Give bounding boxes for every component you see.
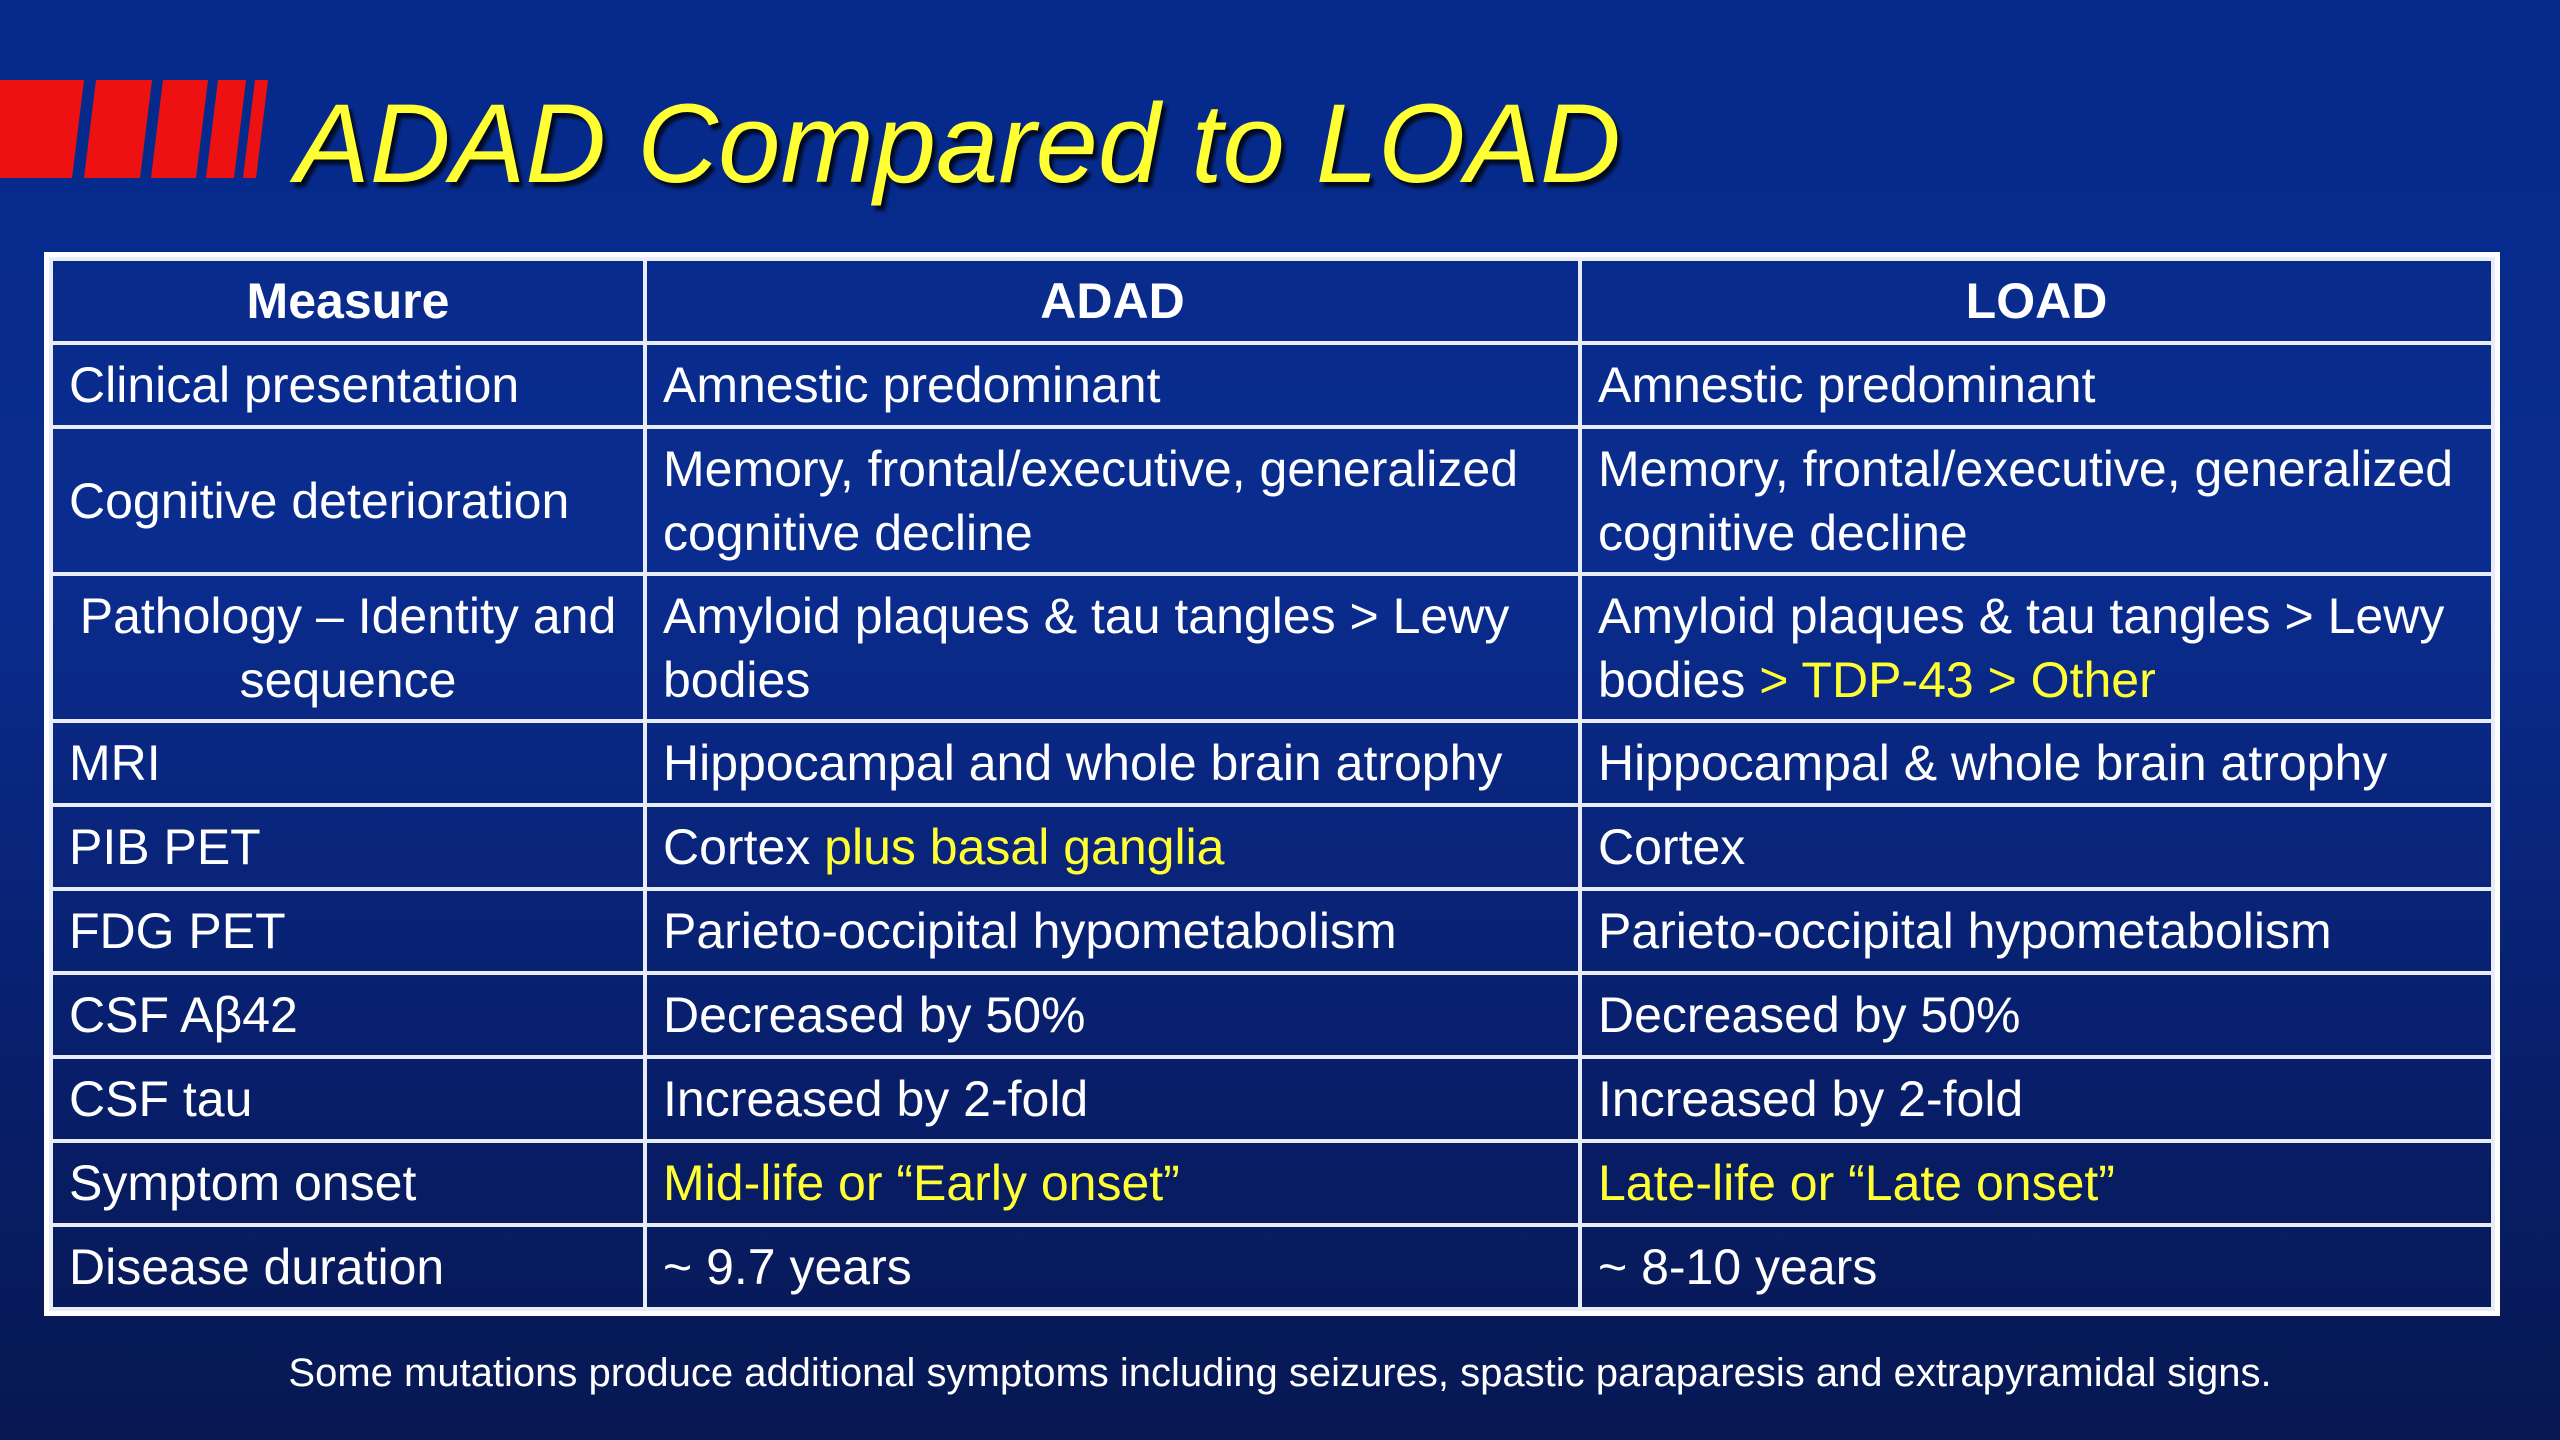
header-load: LOAD: [1580, 259, 2493, 343]
table-row: [51, 889, 2493, 973]
measure-cell: CSF Aβ42: [51, 973, 645, 1057]
adad-cell: ~ 9.7 years: [645, 1225, 1580, 1309]
adad-cell: Mid-life or “Early onset”: [645, 1141, 1580, 1225]
table-row: [51, 343, 2493, 427]
measure-cell: MRI: [51, 721, 645, 805]
table-header-row: [51, 259, 2493, 343]
load-cell: Late-life or “Late onset”: [1580, 1141, 2493, 1225]
table-row: [51, 427, 2493, 574]
table-row: [51, 1141, 2493, 1225]
load-cell: Decreased by 50%: [1580, 973, 2493, 1057]
comparison-table-frame: [44, 252, 2500, 1316]
adad-cell: Amyloid plaques & tau tangles > Lewy bodies: [645, 574, 1580, 721]
table-row: [51, 574, 2493, 721]
measure-cell: FDG PET: [51, 889, 645, 973]
load-cell: Amnestic predominant: [1580, 343, 2493, 427]
load-cell: Increased by 2-fold: [1580, 1057, 2493, 1141]
measure-cell: CSF tau: [51, 1057, 645, 1141]
table-row: [51, 973, 2493, 1057]
adad-cell-highlight: plus basal ganglia: [824, 819, 1225, 875]
table-row: [51, 1225, 2493, 1309]
table-row: [51, 1057, 2493, 1141]
adad-cell: Hippocampal and whole brain atrophy: [645, 721, 1580, 805]
comparison-table: [49, 257, 2495, 1311]
adad-cell: Decreased by 50%: [645, 973, 1580, 1057]
load-cell-text: Amyloid plaques & tau tangles > Lewy bodies: [1598, 587, 2445, 708]
measure-cell: Clinical presentation: [51, 343, 645, 427]
title-bars-decoration: [0, 80, 275, 178]
measure-cell: PIB PET: [51, 805, 645, 889]
measure-cell: Cognitive deterioration: [51, 427, 645, 574]
slide-title: ADAD Compared to LOAD: [295, 81, 1621, 206]
measure-cell: Symptom onset: [51, 1141, 645, 1225]
table-row: [51, 805, 2493, 889]
load-cell: Parieto-occipital hypometabolism: [1580, 889, 2493, 973]
adad-cell: [645, 805, 1580, 889]
load-cell: Memory, frontal/executive, generalized cognitive decline: [1580, 427, 2493, 574]
measure-cell: Disease duration: [51, 1225, 645, 1309]
table-row: [51, 721, 2493, 805]
measure-cell: Pathology – Identity and sequence: [51, 574, 645, 721]
load-cell: [1580, 574, 2493, 721]
load-cell: ~ 8-10 years: [1580, 1225, 2493, 1309]
footer-note: Some mutations produce additional symptoms including seizures, spastic paraparesis and extrapyramidal signs.: [288, 1351, 2272, 1395]
adad-cell: Memory, frontal/executive, generalized cognitive decline: [645, 427, 1580, 574]
load-cell: Cortex: [1580, 805, 2493, 889]
header-adad: ADAD: [645, 259, 1580, 343]
load-cell: Hippocampal & whole brain atrophy: [1580, 721, 2493, 805]
header-measure: Measure: [51, 259, 645, 343]
adad-cell: Increased by 2-fold: [645, 1057, 1580, 1141]
adad-cell-text: Cortex: [663, 819, 825, 875]
adad-cell: Amnestic predominant: [645, 343, 1580, 427]
adad-cell: Parieto-occipital hypometabolism: [645, 889, 1580, 973]
load-cell-highlight: > TDP-43 > Other: [1745, 651, 2156, 708]
